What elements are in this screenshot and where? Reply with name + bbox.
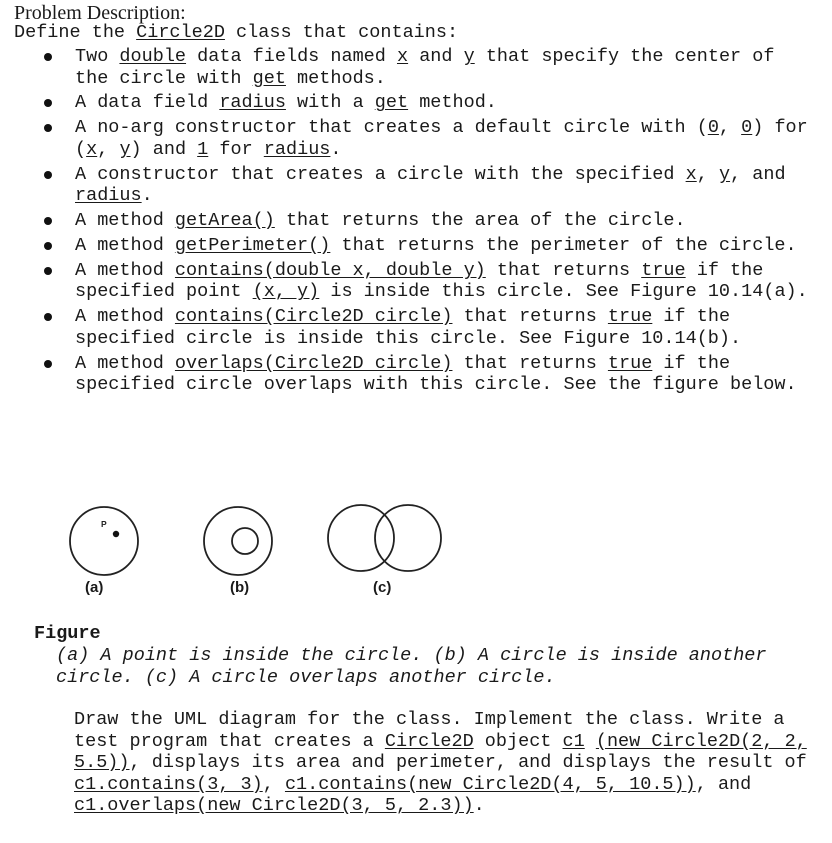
bullet-icon bbox=[44, 267, 52, 275]
outer-circle-b bbox=[204, 507, 272, 575]
figure-label-c: (c) bbox=[373, 579, 392, 596]
list-item: A method overlaps(Circle2D circle) that returns true if the specified circle overlaps with this circle. See the figure below. bbox=[40, 353, 810, 396]
figure-label-b: (b) bbox=[230, 579, 250, 596]
inner-circle-b bbox=[232, 528, 258, 554]
list-item: A method contains(double x, double y) that returns true if the specified point (x, y) is inside this circle. See Figure 10.14(a). bbox=[40, 260, 810, 303]
list-item: Two double data fields named x and y that specify the center of the circle with get methods. bbox=[40, 46, 810, 89]
point-label: P bbox=[101, 519, 107, 529]
list-item: A method contains(Circle2D circle) that returns true if the specified circle is inside this circle. See Figure 10.14(b). bbox=[40, 306, 810, 349]
bullet-icon bbox=[44, 217, 52, 225]
circles-figure bbox=[0, 495, 832, 595]
task-class-name: Circle2D bbox=[384, 730, 474, 752]
outer-circle-a bbox=[70, 507, 138, 575]
intro-class-name: Circle2D bbox=[136, 22, 225, 43]
list-item: A no-arg constructor that creates a default circle with (0, 0) for (x, y) and 1 for radius. bbox=[40, 117, 810, 160]
bullet-icon bbox=[44, 171, 52, 179]
intro-rest: class that contains: bbox=[224, 22, 459, 43]
bullet-icon bbox=[44, 99, 52, 107]
task-paragraph: Draw the UML diagram for the class. Implement the class. Write a test program that creates a Circle2D object c1 (new Circle2D(2, 2, 5.5)), displays its area and perimeter, and displays the result of c1.contains(3, 3), c1.contains(new Circle2D(4, 5, 10.5)), and c1.overlaps(new Circle2D(3, 5, 2.3)). bbox=[74, 709, 807, 816]
figure-b bbox=[204, 507, 272, 575]
list-item: A constructor that creates a circle with the specified x, y, and radius. bbox=[40, 164, 810, 207]
point-dot bbox=[113, 531, 119, 537]
intro-text: Define the bbox=[14, 22, 137, 43]
list-item: A method getArea() that returns the area of the circle. bbox=[40, 210, 810, 232]
problem-heading: Problem Description: bbox=[14, 2, 186, 24]
requirements-list bbox=[40, 46, 810, 399]
bullet-icon bbox=[44, 124, 52, 132]
list-item: A method getPerimeter() that returns the perimeter of the circle. bbox=[40, 235, 810, 257]
figure-title: Figure bbox=[34, 623, 101, 644]
bullet-icon bbox=[44, 313, 52, 321]
list-item: A data field radius with a get method. bbox=[40, 92, 810, 114]
bullet-icon bbox=[44, 242, 52, 250]
figure-c bbox=[328, 505, 441, 571]
right-circle-c bbox=[375, 505, 441, 571]
bullet-icon bbox=[44, 53, 52, 61]
bullet-icon bbox=[44, 360, 52, 368]
figure-a bbox=[70, 507, 138, 575]
figure-caption: (a) A point is inside the circle. (b) A circle is inside another circle. (c) A circle overlaps another circle. bbox=[56, 645, 767, 688]
task-object-name: c1 bbox=[562, 730, 585, 752]
figure-label-a: (a) bbox=[85, 579, 104, 596]
intro-line bbox=[14, 22, 458, 44]
